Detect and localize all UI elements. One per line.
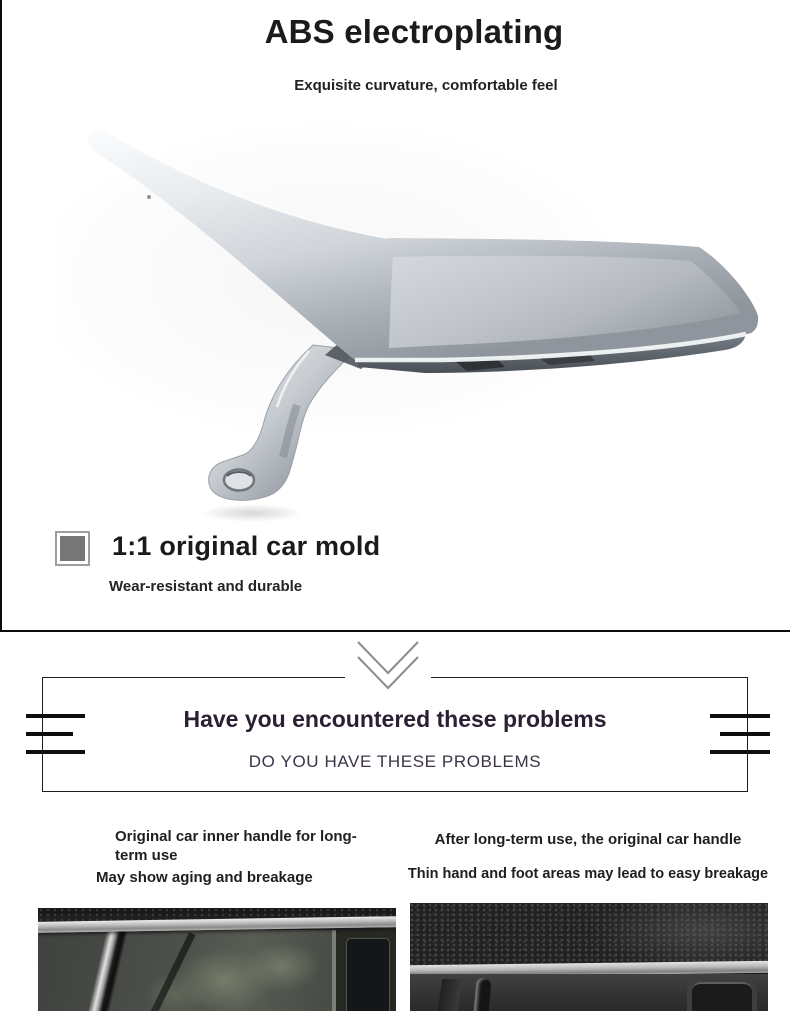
- problems-subheading: DO YOU HAVE THESE PROBLEMS: [248, 752, 542, 771]
- feature-subtitle: Wear-resistant and durable: [109, 578, 303, 595]
- photo-worn-handle-right: [410, 903, 768, 1011]
- side-panel: [332, 930, 396, 1011]
- leather-texture: [410, 903, 768, 966]
- decorative-line: [720, 732, 770, 736]
- handle-lever: [471, 977, 491, 1011]
- panel-groove: [434, 979, 462, 1011]
- chrome-handle-illustration: [57, 105, 767, 523]
- decorative-line: [710, 750, 770, 754]
- photo-worn-handle-left: [38, 908, 396, 1011]
- decorative-lines-left: [26, 714, 86, 754]
- color-swatch-fill: [60, 536, 85, 561]
- right-problem-note: Thin hand and foot areas may lead to easy breakage: [407, 866, 769, 882]
- panel-recess: [692, 982, 752, 1011]
- hero-subtitle: Exquisite curvature, comfortable feel: [294, 77, 558, 94]
- double-chevron-down-icon: [345, 637, 431, 699]
- door-panel-texture: [410, 974, 768, 1011]
- decorative-line: [710, 714, 770, 718]
- color-swatch: [55, 531, 90, 566]
- problems-heading: Have you encountered these problems: [183, 706, 607, 732]
- decorative-lines-right: [710, 714, 770, 754]
- left-problem-note: May show aging and breakage: [96, 869, 313, 886]
- decorative-line: [26, 714, 85, 718]
- page-title: ABS electroplating: [264, 13, 564, 50]
- feature-title: 1:1 original car mold: [112, 531, 381, 561]
- panel-recess: [346, 938, 390, 1011]
- decorative-line: [26, 750, 85, 754]
- decorative-line: [26, 732, 73, 736]
- product-image: [57, 105, 767, 523]
- left-problem-caption: Original car inner handle for long-term use: [115, 828, 357, 864]
- right-problem-caption: After long-term use, the original car handle: [434, 831, 742, 848]
